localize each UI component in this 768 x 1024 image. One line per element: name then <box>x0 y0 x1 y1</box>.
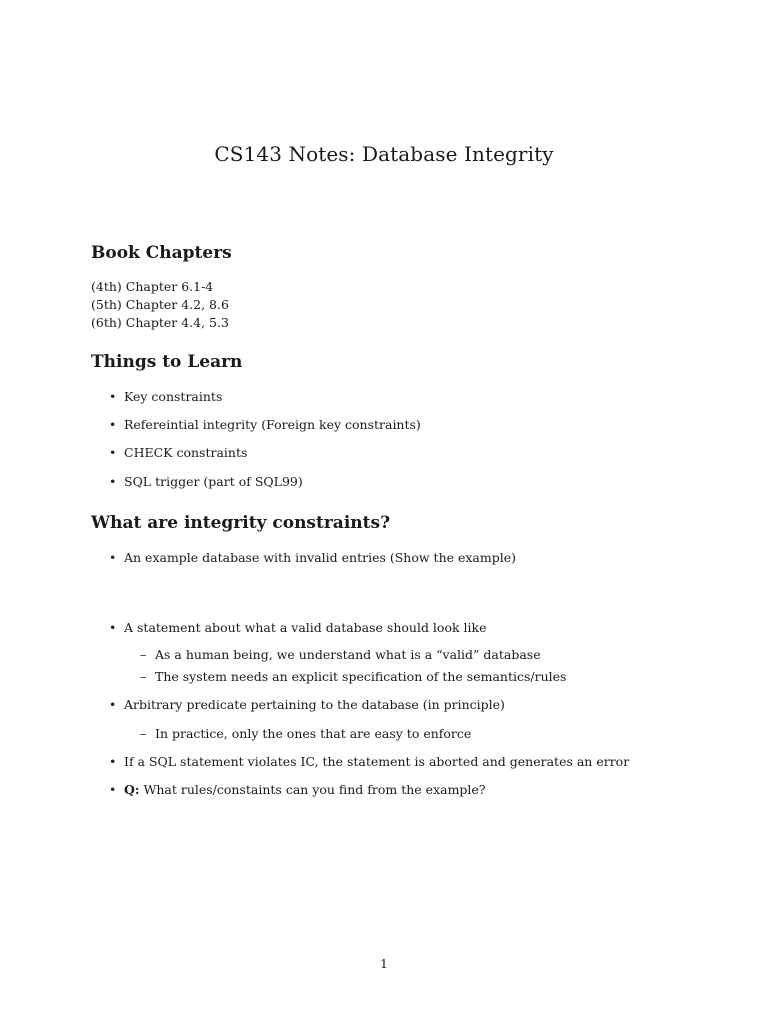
list-item-text: If a SQL statement violates IC, the statement is aborted and generates an error <box>124 754 630 769</box>
list-item-text: SQL trigger (part of SQL99) <box>124 474 303 489</box>
page-number: 1 <box>380 956 388 971</box>
list-item-text <box>124 781 486 799</box>
question-text: What rules/constaints can you find from the example? <box>143 782 486 797</box>
dash-icon: – <box>140 726 147 741</box>
chapter-line: (6th) Chapter 4.4, 5.3 <box>91 315 229 330</box>
sub-list-item-text: The system needs an explicit specification of the semantics/rules <box>155 669 567 684</box>
bullet-icon: • <box>109 389 117 404</box>
dash-icon: – <box>140 647 147 662</box>
list-item-text: CHECK constraints <box>124 445 248 460</box>
list-item-text: An example database with invalid entries (Show the example) <box>124 550 517 565</box>
sub-list-item-text: In practice, only the ones that are easy to enforce <box>155 726 472 741</box>
bullet-icon: • <box>109 417 117 432</box>
bullet-icon: • <box>109 474 117 489</box>
bullet-icon: • <box>109 754 117 769</box>
chapter-line: (4th) Chapter 6.1-4 <box>91 279 214 294</box>
bullet-icon: • <box>109 697 117 712</box>
dash-icon: – <box>140 669 147 684</box>
section-heading-book-chapters: Book Chapters <box>91 243 232 263</box>
section-heading-things-to-learn: Things to Learn <box>91 352 243 372</box>
list-item-text: A statement about what a valid database should look like <box>124 620 487 635</box>
question-label: Q: <box>124 782 140 797</box>
list-item-text: Key constraints <box>124 389 223 404</box>
list-item-text: Arbitrary predicate pertaining to the database (in principle) <box>124 697 505 712</box>
document-title: CS143 Notes: Database Integrity <box>214 142 554 166</box>
bullet-icon: • <box>109 550 117 565</box>
bullet-icon: • <box>109 620 117 635</box>
bullet-icon: • <box>109 445 117 460</box>
bullet-icon: • <box>109 782 117 797</box>
section-heading-integrity-constraints: What are integrity constraints? <box>91 513 391 533</box>
list-item-text: Refereintial integrity (Foreign key constraints) <box>124 417 421 432</box>
sub-list-item-text: As a human being, we understand what is a “valid” database <box>155 647 541 662</box>
chapter-line: (5th) Chapter 4.2, 8.6 <box>91 297 229 312</box>
chapter-list <box>91 278 229 332</box>
